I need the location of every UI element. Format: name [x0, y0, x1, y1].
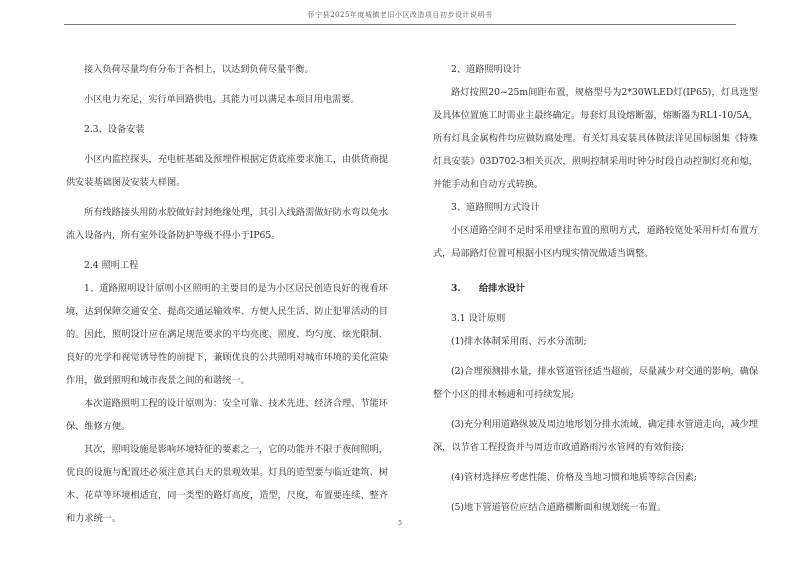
paragraph: 接入负荷尽量均有分布于各相上，以达到负荷尽量平衡。	[84, 64, 314, 75]
list-item: (3)充分利用道路纵坡及周边地形划分排水流域，确定排水管道走向，减少埋深，以节省工程投资并与周边市政道路雨污水管网的有效衔接;	[433, 419, 759, 453]
paragraph: 小区电力充足，实行单回路供电，其能力可以满足本项目用电需要。	[84, 94, 360, 105]
list-item: (1)排水体制采用雨、污水分流制;	[451, 336, 587, 347]
list-item: (5)地下管道管位应结合道路横断面和规划统一布置。	[451, 502, 667, 513]
paragraph: 小区内监控探头，充电桩基础及预埋件根据定货底座要求施工，由供货商提供安装基础图及安装大样图。	[66, 154, 388, 188]
paragraph: 1、道路照明设计原则小区照明的主要目的是为小区居民创造良好的视看环境，达到保障交通安全、提高交通运输效率、方便人民生活、防止犯罪活动的目的。因此，照明设计应在满足规范要求的平均亮度、照度、均匀度、炫光限制、良好的光学和视觉诱导性的前提下，兼顾优良的公共照明对城市环境的美化渲染作用，做到照明和城市夜景之间的和谐统一。	[66, 283, 388, 386]
page-number: 5	[398, 520, 402, 527]
section-heading: 2.4 照明工程	[84, 260, 139, 271]
paragraph: 路灯按照20~25m间距布置，规格型号为2*30WLED灯(IP65)，灯具选型及具体位置施工时需业主最终确定。每套灯具设熔断器，熔断器为RL1-10/5A，所有灯具金属构件均应做防腐处理。有关灯具安装具体做法详见国标图集《特殊灯具安装》03D702-3相关页次，照明控制采用时钟分时段自动控制灯亮和熄，并能手动和自动方式转换。	[433, 87, 758, 190]
section-heading: 3、道路照明方式设计	[451, 202, 540, 213]
left-column	[66, 58, 388, 530]
list-item: (4)管材选择应考虑性能、价格及当地习惯和地质等综合因素;	[451, 472, 697, 483]
paragraph: 本次道路照明工程的设计原则为：安全可靠、技术先进、经济合理、节能环保、维修方便。	[66, 398, 388, 432]
page-header: 怀宁县2025年度城镇老旧小区改造项目初步设计说明书	[64, 8, 736, 25]
list-item: (2)合理预测排水量，排水管道管径适当超前，尽量减少对交通的影响，确保整个小区的排水畅通和可持续发展;	[433, 366, 759, 400]
paragraph: 小区道路空间不足时采用壁挂布置的照明方式，道路较宽处采用杆灯布置方式，局部路灯位置可根据小区内现实情况做适当调整。	[433, 225, 758, 259]
paragraph: 所有线路接头用防水胶做好封封绝缘处理，其引入线路需做好防水弯以免水流入设备内，所有室外设备防护等级不得小于IP65。	[66, 207, 388, 241]
section-heading: 3.1 设计原则	[451, 313, 506, 324]
right-column	[433, 58, 758, 519]
paragraph: 其次，照明设施是影响环境特征的要素之一，它的功能并不限于夜间照明，优良的设施与配置还必须注意其白天的景观效果。灯具的造型要与临近建筑、树木、花草等环境相适宜，同一类型的路灯高度，造型，尺度，布置要连续、整齐和力求统一。	[66, 444, 388, 524]
section-heading: 2.3、设备安装	[84, 124, 145, 135]
section-heading: 2、道路照明设计	[451, 64, 522, 75]
chapter-heading: 3. 给排水设计	[451, 283, 525, 294]
